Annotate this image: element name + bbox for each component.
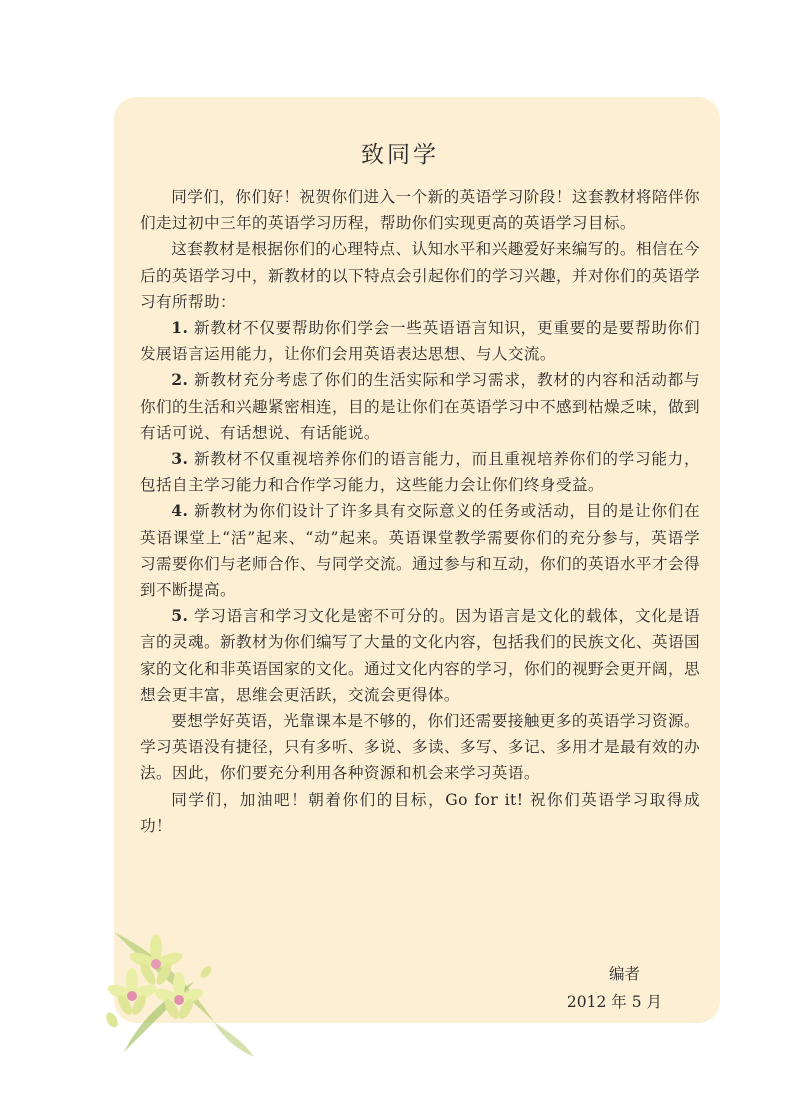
item-text: 新教材不仅重视培养你们的语言能力，而且重视培养你们的学习能力，包括自主学习能力和合作学习能力，这些能力会让你们终身受益。 [140,450,700,495]
feature-item-3 [140,446,700,498]
feature-item-5 [140,603,700,708]
paragraph-resources: 要想学好英语，光靠课本是不够的，你们还需要接触更多的英语学习资源。学习英语没有捷径，只有多听、多说、多读、多写、多记、多用才是最有效的办法。因此，你们要充分利用各种资源和机会来学习英语。 [140,712,700,783]
letter-body [140,184,700,839]
item-text: 新教材为你们设计了许多具有交际意义的任务或活动，目的是让你们在英语课堂上“活”起来、“动”起来。英语课堂教学需要你们的充分参与，英语学习需要你们与老师合作、与同学交流。通过参与和互动，你们的英语水平才会得到不断提高。 [140,502,700,600]
item-number: 4. [171,501,189,521]
item-number: 2. [171,370,189,390]
paragraph-encouragement: 同学们，加油吧！朝着你们的目标，Go for it! 祝你们英语学习取得成功！ [140,790,700,835]
signature-block [567,960,662,1016]
item-number: 3. [171,449,189,469]
signature-author: 编者 [608,965,640,983]
paragraph-intro: 同学们，你们好！祝贺你们进入一个新的英语学习阶段！这套教材将陪伴你们走过初中三年的英语学习历程，帮助你们实现更高的英语学习目标。 [140,188,700,233]
orchid-flower-icon [94,912,264,1062]
item-text: 新教材不仅要帮助你们学会一些英语语言知识，更重要的是要帮助你们发展语言运用能力，让你们会用英语表达思想、与人交流。 [140,319,700,364]
item-number: 5. [171,606,189,626]
feature-item-4 [140,498,700,603]
item-number: 1. [171,318,189,338]
page-title: 致同学 [361,142,439,168]
feature-item-1 [140,315,700,367]
item-text: 新教材充分考虑了你们的生活实际和学习需求，教材的内容和活动都与你们的生活和兴趣紧密相连，目的是让你们在英语学习中不感到枯燥乏味，做到有话可说、有话想说、有话能说。 [140,371,700,442]
item-text: 学习语言和学习文化是密不可分的。因为语言是文化的载体，文化是语言的灵魂。新教材为你们编写了大量的文化内容，包括我们的民族文化、英语国家的文化和非英语国家的文化。通过文化内容的学习，你们的视野会更开阔，思想会更丰富，思维会更活跃，交流会更得体。 [140,607,700,704]
paragraph-features: 这套教材是根据你们的心理特点、认知水平和兴趣爱好来编写的。相信在今后的英语学习中，新教材的以下特点会引起你们的学习兴趣，并对你们的英语学习有所帮助： [140,240,700,311]
feature-item-2 [140,367,700,446]
signature-date: 2012 年 5 月 [566,993,662,1011]
